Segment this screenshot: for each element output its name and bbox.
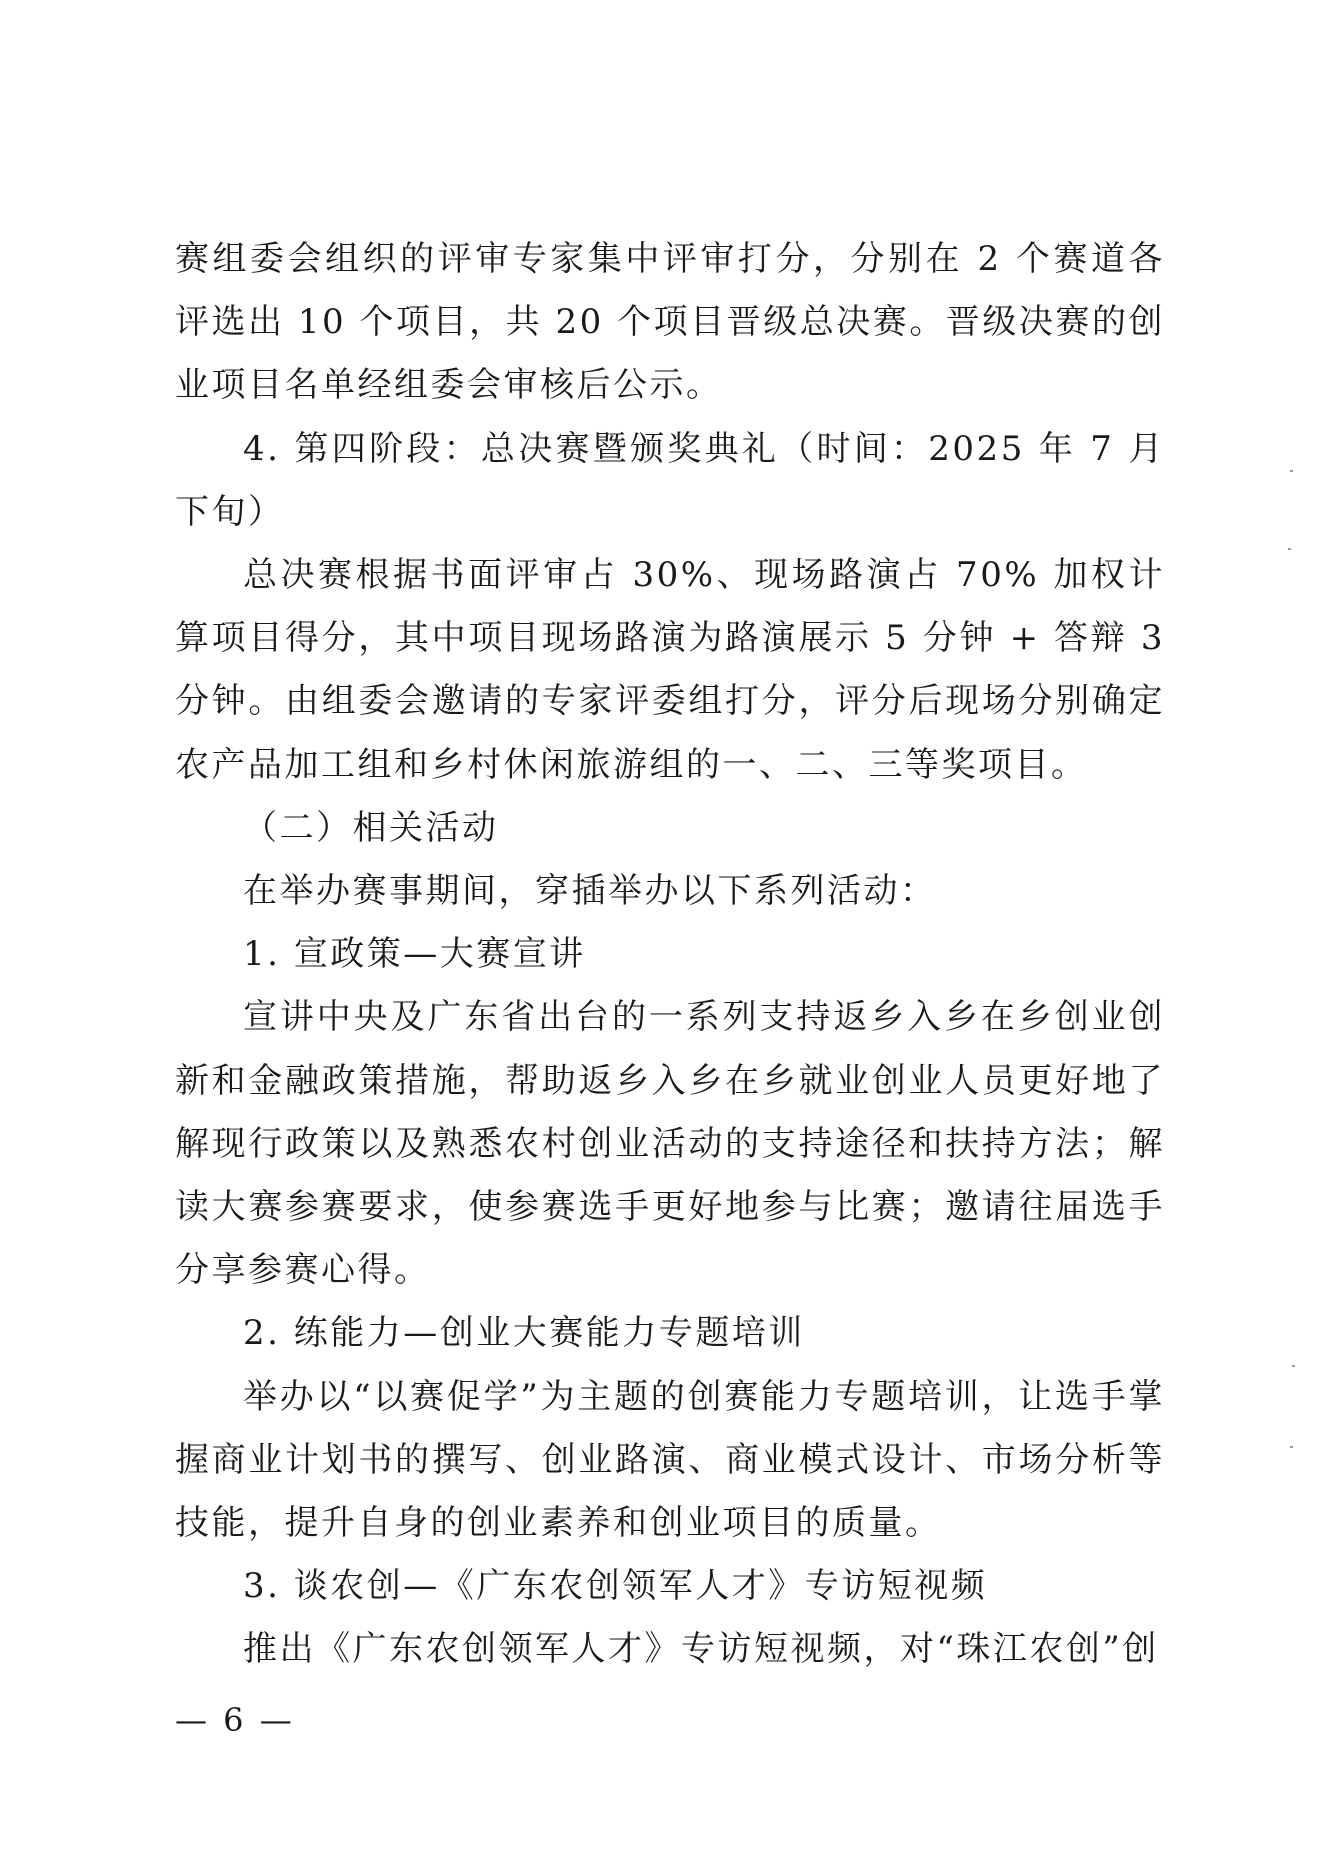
paragraph: 宣讲中央及广东省出台的一系列支持返乡入乡在乡创业创新和金融政策措施，帮助返乡入乡在乡就业创业人员更好地了解现行政策以及熟悉农村创业活动的支持途径和扶持方法；解读大赛参赛要求，使参赛选手更好地参与比赛；邀请往届选手分享参赛心得。 [175,997,1165,1291]
scan-mark [1290,1446,1293,1448]
paragraph: 举办以“以赛促学”为主题的创赛能力专题培训，让选手掌握商业计划书的撰写、创业路演、商业模式设计、市场分析等技能，提升自身的创业素养和创业项目的质量。 [175,1376,1165,1544]
scan-mark [1288,548,1291,550]
scan-mark [1292,1365,1295,1367]
activity-heading: 2. 练能力—创业大赛能力专题培训 [243,1313,805,1354]
paragraph: 推出《广东农创领军人才》专访短视频，对“珠江农创”创 [243,1629,1159,1670]
activity-heading: 3. 谈农创—《广东农创领军人才》专访短视频 [243,1566,988,1607]
body-text [175,228,1165,1682]
stage-four-heading: 4. 第四阶段：总决赛暨颁奖典礼（时间：2025 年 7 月下旬） [175,428,1165,532]
paragraph: 在举办赛事期间，穿插举办以下系列活动： [243,871,937,912]
activity-heading: 1. 宣政策—大赛宣讲 [243,934,586,975]
paragraph: 赛组委会组织的评审专家集中评审打分，分别在 2 个赛道各评选出 10 个项目，共 20 个项目晋级总决赛。晋级决赛的创业项目名单经组委会审核后公示。 [175,239,1165,406]
scan-mark [1290,470,1293,472]
section-heading: （二）相关活动 [243,807,499,848]
paragraph: 总决赛根据书面评审占 30%、现场路演占 70% 加权计算项目得分，其中项目现场路演为路演展示 5 分钟 + 答辩 3 分钟。由组委会邀请的专家评委组打分，评分后现场分别确定农产品加工组和乡村休闲旅游组的一、二、三等奖项目。 [175,555,1165,785]
page-number: — 6 — [175,1701,295,1739]
